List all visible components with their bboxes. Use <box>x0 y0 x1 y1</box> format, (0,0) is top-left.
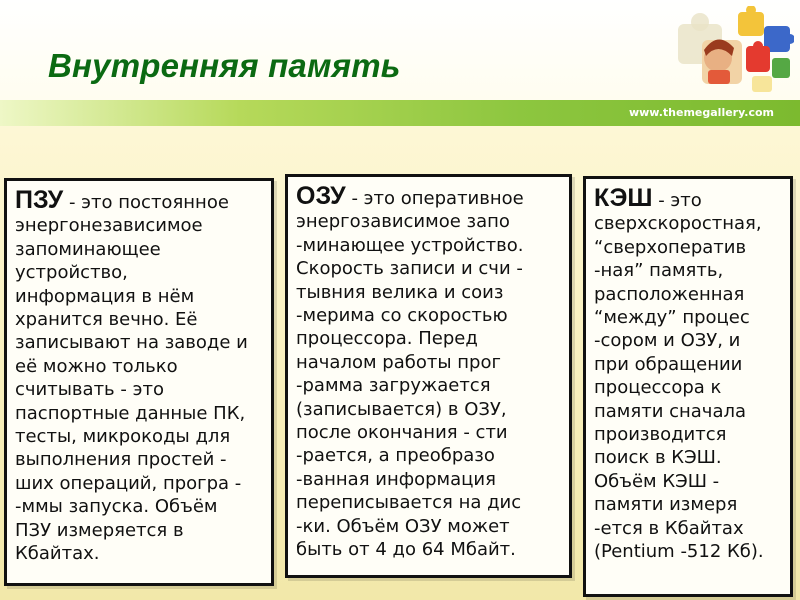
ram-text-line: -рамма загружается <box>296 375 491 397</box>
ram-text-line: переписывается на дис <box>296 492 522 514</box>
ram-text-line: Скорость записи и счи - <box>296 258 523 280</box>
cache-text-line: -ная” память, <box>594 260 724 282</box>
cache-text-line: производится <box>594 424 727 446</box>
cache-term: КЭШ <box>594 184 653 212</box>
cache-text-line: Объём КЭШ - <box>594 470 720 492</box>
ram-term: ОЗУ <box>296 182 346 210</box>
rom-text-line: ПЗУ измеряется в <box>15 519 184 541</box>
ram-text-line: -рается, а преобразо <box>296 445 495 467</box>
cache-text-line: “между” процес <box>594 307 750 329</box>
ram-text-line: процессора. Перед <box>296 328 478 350</box>
ram-first-line <box>296 182 563 210</box>
cache-text-line: памяти сначала <box>594 400 747 422</box>
cache-first-line-text: - это <box>652 190 702 211</box>
rom-term: ПЗУ <box>15 186 64 214</box>
puzzle-decoration-image <box>672 6 794 98</box>
cache-text-line: “сверхоператив <box>594 236 747 258</box>
rom-text-line: информация в нём <box>15 285 195 307</box>
cache-text-line: сверхскоростная, <box>594 213 762 235</box>
rom-text-line: записывают на заводе и <box>15 332 248 354</box>
cache-first-line <box>594 184 786 212</box>
ram-text-line: -ки. Объём ОЗУ может <box>296 515 510 537</box>
rom-text-line: запоминающее <box>15 238 161 260</box>
rom-text-line: паспортные данные ПК, <box>15 402 246 424</box>
cache-text-line: (Pentium -512 Кб). <box>594 541 764 563</box>
ram-text-line: началом работы прог <box>296 351 501 373</box>
rom-text-line: выполнения простей - <box>15 449 227 471</box>
ram-description-box <box>285 174 572 578</box>
cache-text-line: памяти измеря <box>594 494 738 516</box>
cache-text-line: при обращении <box>594 353 743 375</box>
ram-text-line: -мерима со скоростью <box>296 305 508 327</box>
rom-text-line: устройство, <box>15 262 128 284</box>
cache-text-line: процессора к <box>594 377 722 399</box>
rom-text-line: её можно только <box>15 355 178 377</box>
site-url: www.themegallery.com <box>628 106 774 119</box>
rom-text-line: -ммы запуска. Объём <box>15 496 218 518</box>
cache-text-line: поиск в КЭШ. <box>594 447 722 469</box>
cache-description-box <box>583 176 793 597</box>
rom-text-line: энергонезависимое <box>15 215 203 237</box>
cache-text-line: расположенная <box>594 283 745 305</box>
rom-first-line-text: - это постоянное <box>63 192 229 213</box>
ram-text-line: быть от 4 до 64 Мбайт. <box>296 539 516 561</box>
ram-text-line: тывния велика и соиз <box>296 281 504 303</box>
cache-text-line: -сором и ОЗУ, и <box>594 330 741 352</box>
rom-text-line: Кбайтах. <box>15 543 100 565</box>
ram-text-line: -минающее устройство. <box>296 234 524 256</box>
ram-text-line: -ванная информация <box>296 468 496 490</box>
rom-first-line <box>15 186 265 214</box>
rom-description-box <box>4 178 274 586</box>
rom-text-line: хранится вечно. Её <box>15 309 198 331</box>
rom-text-line: считывать - это <box>15 379 164 401</box>
rom-text-line: ших операций, програ - <box>15 472 242 494</box>
rom-text-line: тесты, микрокоды для <box>15 426 231 448</box>
slide-title: Внутренняя память <box>48 47 401 84</box>
ram-text-line: энергозависимое запо <box>296 211 510 233</box>
ram-first-line-text: - это оперативное <box>345 188 524 209</box>
ram-text-line: (записывается) в ОЗУ, <box>296 398 507 420</box>
ram-text-line: после окончания - сти <box>296 422 508 444</box>
cache-text-line: -ется в Кбайтах <box>594 517 744 539</box>
